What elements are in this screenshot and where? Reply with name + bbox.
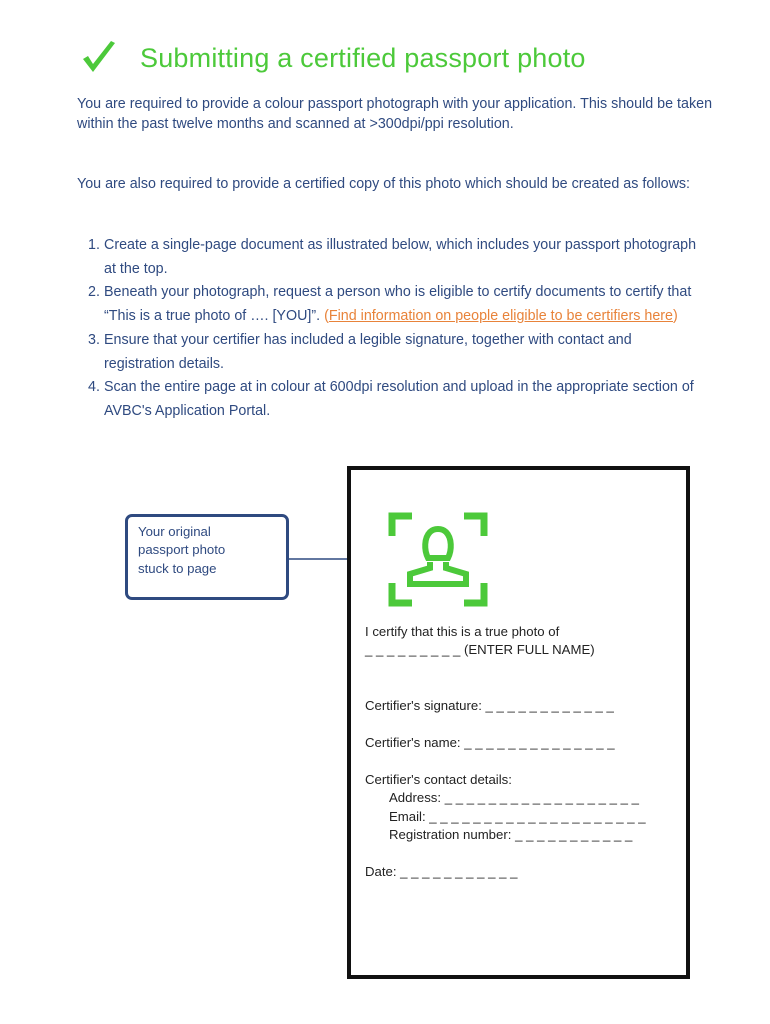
step-text: Create a single-page document as illustrated below, which includes your passport photograph at the top.: [104, 237, 697, 277]
page-header: [80, 38, 586, 78]
link-paren-open: (: [324, 308, 329, 325]
certify-line-1: I certify that this is a true photo of: [365, 624, 560, 639]
list-item: [88, 234, 698, 281]
step-text: Beneath your photograph, request a person who is eligible to certify documents to certify that “This is a true photo of …. [YOU]”.: [104, 284, 692, 325]
instruction-steps: [88, 234, 698, 424]
step-number: 2.: [88, 284, 100, 301]
name-field: Certifier's name: _ _ _ _ _ _ _ _ _ _ _ _ _ _: [365, 735, 615, 750]
certify-statement: [365, 623, 595, 660]
callout-line: stuck to page: [138, 560, 217, 576]
step-text: Scan the entire page at in colour at 600dpi resolution and upload in the appropriate section of AVBC's Application Portal.: [104, 379, 694, 419]
address-field: Address: _ _ _ _ _ _ _ _ _ _ _ _ _ _ _ _ _ _: [389, 790, 640, 806]
check-icon: [80, 39, 118, 77]
list-item: [88, 329, 698, 376]
list-item: [88, 281, 698, 328]
intro-paragraph-2: You are also required to provide a certified copy of this photo which should be created as follows:: [77, 176, 691, 192]
list-item: [88, 376, 698, 423]
email-field: Email: _ _ _ _ _ _ _ _ _ _ _ _ _ _ _ _ _ _ _ _: [389, 808, 646, 824]
step-text: Ensure that your certifier has included a legible signature, together with contact and registration details.: [104, 331, 632, 372]
photo-callout: [125, 514, 289, 600]
callout-line: passport photo: [138, 542, 226, 558]
page-title: Submitting a certified passport photo: [140, 42, 586, 73]
link-paren-close: ): [673, 308, 678, 325]
registration-field: Registration number: _ _ _ _ _ _ _ _ _ _ _: [389, 826, 633, 842]
contact-heading: Certifier's contact details:: [365, 772, 512, 787]
contact-details: [365, 771, 646, 844]
signature-field: Certifier's signature: _ _ _ _ _ _ _ _ _ _ _ _: [365, 698, 614, 713]
certifiers-info-link[interactable]: Find information on people eligible to be certifiers here: [328, 308, 673, 325]
certify-line-2: _ _ _ _ _ _ _ _ _ (ENTER FULL NAME): [365, 642, 595, 658]
step-number: 3.: [88, 331, 100, 348]
person-photo-icon: [388, 512, 488, 607]
date-field: Date: _ _ _ _ _ _ _ _ _ _ _: [365, 864, 518, 879]
step-number: 4.: [88, 379, 100, 396]
intro-paragraph-1: You are required to provide a colour passport photograph with your application. This should be taken within the past twelve months and scanned at >300dpi/ppi resolution.: [77, 96, 713, 132]
step-number: 1.: [88, 237, 100, 253]
callout-line: Your original: [138, 524, 211, 539]
